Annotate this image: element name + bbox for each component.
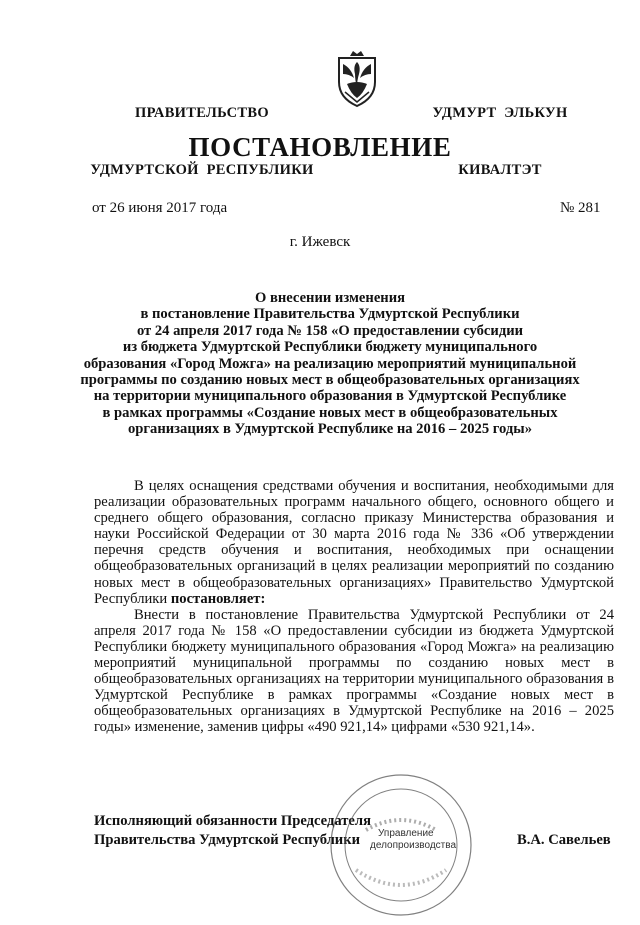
decree-keyword: постановляет: [170,590,266,607]
subject-line: из бюджета Удмуртской Республики бюджету муниципального [122,339,538,356]
document-date: от 26 июня 2017 года [92,200,228,216]
issuer-ru-line1: ПРАВИТЕЛЬСТВО [135,105,269,121]
issuer-udm-line1: УДМУРТ ЭЛЬКУН [432,105,568,121]
document-subject [60,290,600,438]
document-city: г. Ижевск [289,234,351,250]
body-paragraph-1 [94,478,614,607]
subject-line: на территории муниципального образования в Удмуртской Республике [93,388,567,405]
document-body [94,478,614,736]
signatory-position-line1: Исполняющий обязанности Председателя [94,813,371,829]
body-paragraph-1-text: В целях оснащения средствами обучения и воспитания, необходимыми для реализации образовательных программ начального общего, основного общего и среднего общего образования, согласно приказу Министерства образования и науки Российской Федерации от 30 марта 2016 года № 336 «Об утверждении перечня средств обучения и воспитания, необходимых при оснащении общеобразовательных организаций в целях реализации мероприятий по созданию новых мест в общеобразовательных организациях» Правительство Удмуртской Республики [94,478,614,607]
signatory-position-line2: Правительства Удмуртской Республики [94,832,361,848]
subject-line: в постановление Правительства Удмуртской Республики [140,306,520,323]
official-stamp [326,770,476,920]
subject-line: организациях в Удмуртской Республике на 2016 – 2025 годы» [128,421,532,438]
document-type-title: ПОСТАНОВЛЕНИЕ [188,132,452,162]
coat-of-arms-icon [333,50,381,108]
subject-line: О внесении изменения [254,290,406,306]
subject-line: образования «Город Можга» на реализацию мероприятий муниципальной [83,355,577,372]
signatory-name: В.А. Савельев [517,832,611,848]
body-paragraph-2: Внести в постановление Правительства Удмуртской Республики от 24 апреля 2017 года № 158 «О предоставлении субсидии из бюджета Удмуртской Республики бюджету муниципального образования «Город Можга» на реализацию мероприятий муниципальной программы по созданию новых мест в общеобразовательных организациях на территории муниципального образования в Удмуртской Республике в рамках программы «Создание новых мест в общеобразовательных организациях в Удмуртской Республике на 2016 – 2025 годы» изменение, заменив цифры «490 921,14» цифрами «530 921,14». [94,606,614,736]
stamp-line1: Управление [378,828,434,839]
subject-line: программы по созданию новых мест в общеобразовательных организациях [80,372,580,389]
stamp-line2: делопроизводства [370,840,457,851]
document-number: № 281 [560,200,601,216]
issuer-ru-line2: УДМУРТСКОЙ РЕСПУБЛИКИ [90,162,314,178]
subject-line: в рамках программы «Создание новых мест в общеобразовательных [102,404,558,421]
subject-line: от 24 апреля 2017 года № 158 «О предоставлении субсидии [136,322,524,339]
issuer-udm-line2: КИВАЛТЭТ [458,162,542,178]
